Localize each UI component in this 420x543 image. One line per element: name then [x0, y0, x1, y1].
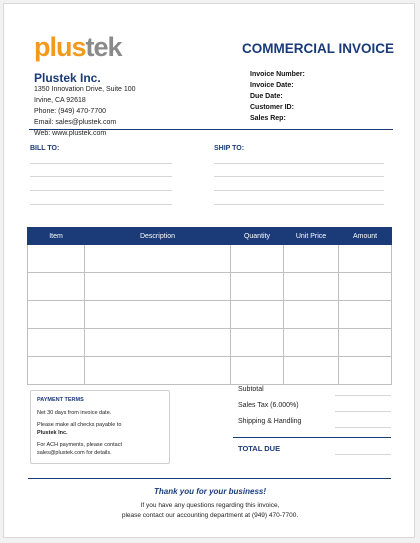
- item-cell[interactable]: [28, 357, 85, 385]
- ship-to-line[interactable]: [214, 163, 384, 164]
- invoice-number-label: Invoice Number:: [250, 71, 305, 78]
- bill-to-label: BILL TO:: [30, 145, 60, 152]
- payment-terms-title: PAYMENT TERMS: [37, 397, 84, 403]
- table-row: [28, 329, 392, 357]
- sales-tax-label: Sales Tax (6.000%): [238, 402, 299, 409]
- due-date-label: Due Date:: [250, 93, 283, 100]
- unit-price-cell[interactable]: [284, 273, 339, 301]
- bill-to-line[interactable]: [30, 190, 172, 191]
- ach-email-text: sales@plustek.com for details.: [37, 449, 112, 456]
- logo-part-1: plus: [34, 32, 86, 62]
- city-line: Irvine, CA 92618: [34, 97, 86, 104]
- header-divider: [29, 129, 393, 130]
- total-due-value-line[interactable]: [335, 454, 391, 455]
- unit-price-cell[interactable]: [284, 329, 339, 357]
- web-line: Web: www.plustek.com: [34, 130, 107, 137]
- sales-tax-value-line[interactable]: [335, 411, 391, 412]
- customer-id-label: Customer ID:: [250, 104, 294, 111]
- amount-cell[interactable]: [339, 329, 392, 357]
- invoice-date-label: Invoice Date:: [250, 82, 294, 89]
- amount-column-header: Amount: [339, 228, 392, 245]
- contact-line-2: please contact our accounting department at (949) 470-7700.: [121, 512, 299, 519]
- item-cell[interactable]: [28, 273, 85, 301]
- payment-terms-box: [30, 390, 170, 464]
- description-cell[interactable]: [85, 245, 231, 273]
- description-cell[interactable]: [85, 301, 231, 329]
- bill-to-line[interactable]: [30, 204, 172, 205]
- table-row: [28, 357, 392, 385]
- company-name: Plustek Inc.: [34, 71, 101, 85]
- quantity-cell[interactable]: [231, 245, 284, 273]
- invoice-meta: [250, 69, 305, 124]
- ship-to-line[interactable]: [214, 176, 384, 177]
- company-address: [34, 84, 136, 139]
- subtotal-label: Subtotal: [238, 386, 264, 393]
- quantity-cell[interactable]: [231, 329, 284, 357]
- document-title: COMMERCIAL INVOICE: [241, 41, 394, 56]
- bill-to-line[interactable]: [30, 176, 172, 177]
- table-row: [28, 245, 392, 273]
- payment-terms-net: Net 30 days from invoice date.: [37, 409, 112, 416]
- quantity-cell[interactable]: [231, 273, 284, 301]
- item-cell[interactable]: [28, 245, 85, 273]
- amount-cell[interactable]: [339, 245, 392, 273]
- quantity-cell[interactable]: [231, 301, 284, 329]
- description-cell[interactable]: [85, 273, 231, 301]
- contact-note: [0, 501, 420, 521]
- description-column-header: Description: [85, 228, 231, 245]
- total-due-label: TOTAL DUE: [238, 444, 281, 453]
- phone-line: Phone: (949) 470-7700: [34, 108, 106, 115]
- shipping-label: Shipping & Handling: [238, 418, 302, 425]
- amount-cell[interactable]: [339, 357, 392, 385]
- address-line: 1350 Innovation Drive, Suite 100: [34, 86, 136, 93]
- description-cell[interactable]: [85, 329, 231, 357]
- unit-price-cell[interactable]: [284, 301, 339, 329]
- item-cell[interactable]: [28, 329, 85, 357]
- table-header-row: [28, 228, 392, 245]
- amount-cell[interactable]: [339, 301, 392, 329]
- payment-terms-ach: [37, 442, 163, 457]
- item-cell[interactable]: [28, 301, 85, 329]
- contact-line-1: If you have any questions regarding this invoice,: [140, 502, 280, 509]
- bill-to-line[interactable]: [30, 163, 172, 164]
- thank-you-message: Thank you for your business!: [153, 487, 266, 496]
- unit-price-cell[interactable]: [284, 245, 339, 273]
- unit-price-column-header: Unit Price: [284, 228, 339, 245]
- ach-text: For ACH payments, please contact: [37, 442, 122, 448]
- unit-price-cell[interactable]: [284, 357, 339, 385]
- amount-cell[interactable]: [339, 273, 392, 301]
- ship-to-line[interactable]: [214, 204, 384, 205]
- ship-to-line[interactable]: [214, 190, 384, 191]
- email-line: Email: sales@plustek.com: [34, 119, 117, 126]
- description-cell[interactable]: [85, 357, 231, 385]
- subtotal-value-line[interactable]: [335, 395, 391, 396]
- quantity-cell[interactable]: [231, 357, 284, 385]
- items-table: [27, 227, 392, 385]
- table-row: [28, 301, 392, 329]
- ship-to-label: SHIP TO:: [214, 145, 245, 152]
- checks-payable-text: Please make all checks payable to: [37, 422, 122, 428]
- item-column-header: Item: [28, 228, 85, 245]
- payee-name: Plustek Inc.: [37, 429, 68, 436]
- footer-divider: [28, 478, 391, 479]
- sales-rep-label: Sales Rep:: [250, 115, 286, 122]
- shipping-value-line[interactable]: [335, 427, 391, 428]
- table-row: [28, 273, 392, 301]
- quantity-column-header: Quantity: [231, 228, 284, 245]
- plustek-logo: [34, 34, 122, 61]
- logo-part-2: tek: [85, 32, 122, 62]
- totals-divider: [233, 437, 391, 438]
- payment-terms-checks: [37, 422, 163, 437]
